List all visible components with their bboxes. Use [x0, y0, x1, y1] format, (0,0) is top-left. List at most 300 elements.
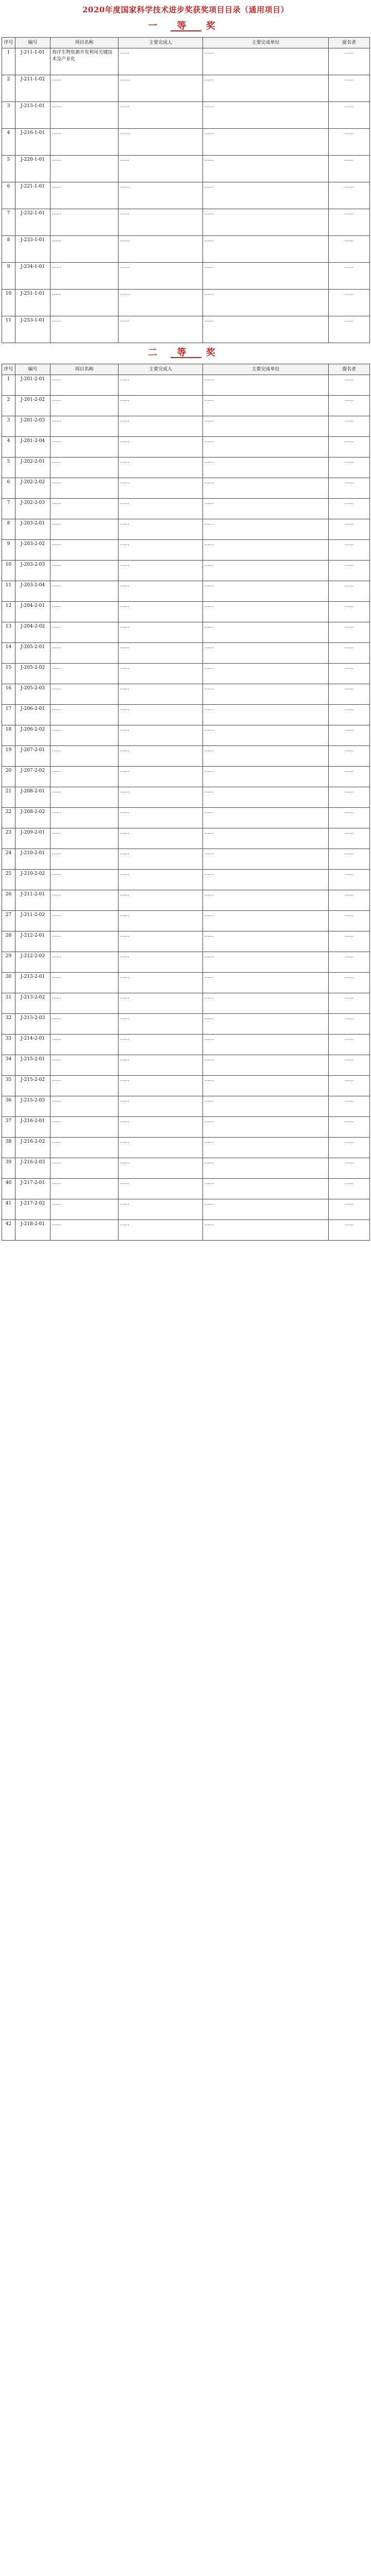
project-name-cell: …… — [50, 911, 119, 931]
main-contributors-cell: …… — [119, 236, 203, 263]
main-contributors-cell: …… — [119, 725, 203, 746]
main-contributors-cell: …… — [119, 209, 203, 236]
main-units-cell: …… — [203, 1138, 329, 1158]
main-contributors-cell: …… — [119, 664, 203, 684]
project-name-cell: …… — [50, 1220, 119, 1241]
nominator-cell: …… — [329, 236, 370, 263]
main-units-cell: …… — [203, 263, 329, 290]
table-row — [2, 808, 370, 828]
column-header-project-name: 项目名称 — [50, 38, 119, 48]
main-contributors-cell: …… — [119, 1117, 203, 1138]
serial-number-cell: 9 — [2, 540, 15, 561]
nominator-cell: …… — [329, 209, 370, 236]
nominator-cell: …… — [329, 437, 370, 457]
table-row — [2, 316, 370, 343]
project-name-cell: …… — [50, 316, 119, 343]
serial-number-cell: 21 — [2, 787, 15, 808]
nominator-cell: …… — [329, 581, 370, 602]
main-units-cell: …… — [203, 519, 329, 540]
nominator-cell: …… — [329, 561, 370, 581]
main-contributors-cell: …… — [119, 828, 203, 849]
nominator-cell: …… — [329, 622, 370, 643]
table-row — [2, 182, 370, 209]
main-contributors-cell: …… — [119, 396, 203, 416]
award-table — [2, 16, 370, 1241]
main-contributors-cell: …… — [119, 849, 203, 870]
serial-number-cell: 18 — [2, 725, 15, 746]
table-row — [2, 561, 370, 581]
project-code-cell: J-214-2-01 — [15, 1035, 50, 1055]
serial-number-cell: 9 — [2, 263, 15, 290]
project-code-cell: J-215-2-03 — [15, 1096, 50, 1117]
nominator-cell: …… — [329, 808, 370, 828]
table-row — [2, 1014, 370, 1035]
main-contributors-cell: …… — [119, 540, 203, 561]
main-contributors-cell: …… — [119, 48, 203, 75]
project-name-cell: …… — [50, 952, 119, 973]
table-row — [2, 1179, 370, 1199]
section-heading-row — [2, 16, 370, 38]
project-code-cell: J-203-2-01 — [15, 519, 50, 540]
serial-number-cell: 13 — [2, 622, 15, 643]
serial-number-cell: 28 — [2, 931, 15, 952]
project-code-cell: J-205-2-02 — [15, 664, 50, 684]
main-units-cell: …… — [203, 102, 329, 129]
serial-number-cell: 1 — [2, 375, 15, 396]
main-contributors-cell: …… — [119, 870, 203, 890]
main-units-cell: …… — [203, 1179, 329, 1199]
table-header-row — [2, 364, 370, 375]
table-row — [2, 911, 370, 931]
project-code-cell: J-210-2-01 — [15, 849, 50, 870]
nominator-cell: …… — [329, 1220, 370, 1241]
serial-number-cell: 11 — [2, 316, 15, 343]
project-code-cell: J-202-2-03 — [15, 499, 50, 519]
project-code-cell: J-206-2-01 — [15, 705, 50, 725]
main-contributors-cell: …… — [119, 581, 203, 602]
nominator-cell: …… — [329, 952, 370, 973]
table-row — [2, 129, 370, 156]
table-row — [2, 416, 370, 437]
main-units-cell: …… — [203, 182, 329, 209]
main-contributors-cell: …… — [119, 1014, 203, 1035]
nominator-cell: …… — [329, 767, 370, 787]
main-contributors-cell: …… — [119, 1199, 203, 1220]
project-code-cell: J-213-1-01 — [15, 102, 50, 129]
main-units-cell: …… — [203, 129, 329, 156]
project-name-cell: …… — [50, 746, 119, 767]
main-contributors-cell: …… — [119, 499, 203, 519]
project-name-cell: …… — [50, 375, 119, 396]
project-code-cell: J-212-2-02 — [15, 952, 50, 973]
serial-number-cell: 24 — [2, 849, 15, 870]
main-contributors-cell: …… — [119, 931, 203, 952]
project-name-cell: …… — [50, 396, 119, 416]
serial-number-cell: 37 — [2, 1117, 15, 1138]
table-row — [2, 478, 370, 499]
table-row — [2, 664, 370, 684]
serial-number-cell: 11 — [2, 581, 15, 602]
serial-number-cell: 7 — [2, 209, 15, 236]
project-code-cell: J-204-2-02 — [15, 622, 50, 643]
serial-number-cell: 8 — [2, 519, 15, 540]
table-row — [2, 209, 370, 236]
main-units-cell: …… — [203, 1158, 329, 1179]
main-contributors-cell: …… — [119, 437, 203, 457]
table-row — [2, 787, 370, 808]
table-row — [2, 396, 370, 416]
table-row — [2, 263, 370, 290]
project-code-cell: J-216-2-01 — [15, 1117, 50, 1138]
project-code-cell: J-216-2-02 — [15, 1138, 50, 1158]
nominator-cell: …… — [329, 993, 370, 1014]
project-code-cell: J-253-1-01 — [15, 316, 50, 343]
main-contributors-cell: …… — [119, 1076, 203, 1096]
nominator-cell: …… — [329, 1076, 370, 1096]
main-units-cell: …… — [203, 1096, 329, 1117]
project-name-cell: …… — [50, 437, 119, 457]
table-row — [2, 1117, 370, 1138]
column-header-nominator: 提名者 — [329, 364, 370, 375]
nominator-cell: …… — [329, 540, 370, 561]
main-units-cell: …… — [203, 375, 329, 396]
section-heading — [2, 16, 370, 38]
project-code-cell: J-201-2-04 — [15, 437, 50, 457]
project-code-cell: J-202-2-02 — [15, 478, 50, 499]
main-units-cell: …… — [203, 787, 329, 808]
nominator-cell: …… — [329, 870, 370, 890]
project-name-cell: …… — [50, 182, 119, 209]
project-code-cell: J-202-2-01 — [15, 457, 50, 478]
main-units-cell: …… — [203, 156, 329, 182]
main-units-cell: …… — [203, 1076, 329, 1096]
project-code-cell: J-203-2-02 — [15, 540, 50, 561]
column-header-serial-number: 序号 — [2, 38, 15, 48]
project-name-cell: …… — [50, 499, 119, 519]
nominator-cell: …… — [329, 263, 370, 290]
table-row — [2, 705, 370, 725]
serial-number-cell: 17 — [2, 705, 15, 725]
serial-number-cell: 16 — [2, 684, 15, 705]
project-code-cell: J-213-2-03 — [15, 1014, 50, 1035]
project-name-cell: …… — [50, 767, 119, 787]
nominator-cell: …… — [329, 1035, 370, 1055]
column-header-project-code: 编号 — [15, 364, 50, 375]
serial-number-cell: 40 — [2, 1179, 15, 1199]
table-row — [2, 437, 370, 457]
main-contributors-cell: …… — [119, 643, 203, 664]
project-name-cell: …… — [50, 870, 119, 890]
table-row — [2, 1199, 370, 1220]
serial-number-cell: 38 — [2, 1138, 15, 1158]
serial-number-cell: 8 — [2, 236, 15, 263]
main-contributors-cell: …… — [119, 129, 203, 156]
project-name-cell: …… — [50, 561, 119, 581]
nominator-cell: …… — [329, 664, 370, 684]
nominator-cell: …… — [329, 684, 370, 705]
table-row — [2, 156, 370, 182]
table-row — [2, 870, 370, 890]
award-table-body — [2, 16, 370, 1241]
nominator-cell: …… — [329, 290, 370, 316]
nominator-cell: …… — [329, 890, 370, 911]
project-code-cell: J-215-2-02 — [15, 1076, 50, 1096]
project-name-cell: …… — [50, 581, 119, 602]
table-row — [2, 457, 370, 478]
nominator-cell: …… — [329, 849, 370, 870]
project-name-cell: …… — [50, 973, 119, 993]
main-units-cell: …… — [203, 1014, 329, 1035]
nominator-cell: …… — [329, 1014, 370, 1035]
column-header-main-contributors: 主要完成人 — [119, 38, 203, 48]
project-name-cell: 海洋生物资源开发利用关键技术及产业化 — [50, 48, 119, 75]
main-units-cell: …… — [203, 684, 329, 705]
serial-number-cell: 7 — [2, 499, 15, 519]
main-units-cell: …… — [203, 1220, 329, 1241]
main-contributors-cell: …… — [119, 519, 203, 540]
main-units-cell: …… — [203, 581, 329, 602]
nominator-cell: …… — [329, 478, 370, 499]
nominator-cell: …… — [329, 746, 370, 767]
main-contributors-cell: …… — [119, 1138, 203, 1158]
main-units-cell: …… — [203, 316, 329, 343]
project-code-cell: J-203-2-03 — [15, 561, 50, 581]
serial-number-cell: 19 — [2, 746, 15, 767]
project-name-cell: …… — [50, 1076, 119, 1096]
project-code-cell: J-216-1-01 — [15, 129, 50, 156]
main-contributors-cell: …… — [119, 182, 203, 209]
main-units-cell: …… — [203, 643, 329, 664]
nominator-cell: …… — [329, 182, 370, 209]
serial-number-cell: 27 — [2, 911, 15, 931]
nominator-cell: …… — [329, 911, 370, 931]
section-heading — [2, 343, 370, 364]
project-name-cell: …… — [50, 263, 119, 290]
table-row — [2, 952, 370, 973]
main-units-cell: …… — [203, 478, 329, 499]
project-name-cell: …… — [50, 540, 119, 561]
main-units-cell: …… — [203, 973, 329, 993]
table-row — [2, 1158, 370, 1179]
column-header-main-units: 主要完成单位 — [203, 38, 329, 48]
serial-number-cell: 42 — [2, 1220, 15, 1241]
nominator-cell: …… — [329, 499, 370, 519]
table-row — [2, 602, 370, 622]
project-code-cell: J-203-2-04 — [15, 581, 50, 602]
project-code-cell: J-234-1-01 — [15, 263, 50, 290]
main-units-cell: …… — [203, 705, 329, 725]
table-row — [2, 973, 370, 993]
section-heading-row — [2, 343, 370, 364]
table-row — [2, 890, 370, 911]
serial-number-cell: 5 — [2, 457, 15, 478]
project-code-cell: J-207-2-01 — [15, 746, 50, 767]
main-contributors-cell: …… — [119, 416, 203, 437]
serial-number-cell: 5 — [2, 156, 15, 182]
table-row — [2, 75, 370, 102]
main-contributors-cell: …… — [119, 561, 203, 581]
project-code-cell: J-215-2-01 — [15, 1055, 50, 1076]
main-units-cell: …… — [203, 48, 329, 75]
table-row — [2, 236, 370, 263]
table-row — [2, 1138, 370, 1158]
project-code-cell: J-211-1-01 — [15, 48, 50, 75]
main-units-cell: …… — [203, 602, 329, 622]
nominator-cell: …… — [329, 416, 370, 437]
main-units-cell: …… — [203, 1035, 329, 1055]
main-units-cell: …… — [203, 457, 329, 478]
project-name-cell: …… — [50, 209, 119, 236]
nominator-cell: …… — [329, 973, 370, 993]
project-name-cell: …… — [50, 684, 119, 705]
main-contributors-cell: …… — [119, 478, 203, 499]
main-units-cell: …… — [203, 931, 329, 952]
serial-number-cell: 15 — [2, 664, 15, 684]
nominator-cell: …… — [329, 396, 370, 416]
main-contributors-cell: …… — [119, 1055, 203, 1076]
nominator-cell: …… — [329, 75, 370, 102]
serial-number-cell: 10 — [2, 561, 15, 581]
serial-number-cell: 3 — [2, 102, 15, 129]
nominator-cell: …… — [329, 643, 370, 664]
project-name-cell: …… — [50, 457, 119, 478]
nominator-cell: …… — [329, 1096, 370, 1117]
project-code-cell: J-212-2-01 — [15, 931, 50, 952]
main-units-cell: …… — [203, 952, 329, 973]
serial-number-cell: 39 — [2, 1158, 15, 1179]
nominator-cell: …… — [329, 1158, 370, 1179]
serial-number-cell: 10 — [2, 290, 15, 316]
serial-number-cell: 14 — [2, 643, 15, 664]
serial-number-cell: 12 — [2, 602, 15, 622]
serial-number-cell: 3 — [2, 416, 15, 437]
project-code-cell: J-210-2-02 — [15, 870, 50, 890]
nominator-cell: …… — [329, 1117, 370, 1138]
nominator-cell: …… — [329, 1179, 370, 1199]
project-name-cell: …… — [50, 1179, 119, 1199]
project-name-cell: …… — [50, 75, 119, 102]
nominator-cell: …… — [329, 705, 370, 725]
serial-number-cell: 30 — [2, 973, 15, 993]
project-name-cell: …… — [50, 787, 119, 808]
main-units-cell: …… — [203, 1055, 329, 1076]
main-units-cell: …… — [203, 290, 329, 316]
main-units-cell: …… — [203, 664, 329, 684]
table-row — [2, 828, 370, 849]
table-row — [2, 499, 370, 519]
project-name-cell: …… — [50, 1199, 119, 1220]
main-contributors-cell: …… — [119, 808, 203, 828]
section-label: 二 等 奖 — [148, 347, 224, 358]
project-name-cell: …… — [50, 1117, 119, 1138]
project-code-cell: J-218-2-01 — [15, 1220, 50, 1241]
main-contributors-cell: …… — [119, 1220, 203, 1241]
project-name-cell: …… — [50, 643, 119, 664]
main-contributors-cell: …… — [119, 1158, 203, 1179]
main-contributors-cell: …… — [119, 156, 203, 182]
table-row — [2, 540, 370, 561]
nominator-cell: …… — [329, 602, 370, 622]
project-code-cell: J-208-2-01 — [15, 787, 50, 808]
nominator-cell: …… — [329, 156, 370, 182]
main-units-cell: …… — [203, 622, 329, 643]
main-contributors-cell: …… — [119, 102, 203, 129]
nominator-cell: …… — [329, 375, 370, 396]
serial-number-cell: 6 — [2, 182, 15, 209]
main-contributors-cell: …… — [119, 316, 203, 343]
serial-number-cell: 25 — [2, 870, 15, 890]
project-name-cell: …… — [50, 416, 119, 437]
main-contributors-cell: …… — [119, 890, 203, 911]
main-contributors-cell: …… — [119, 787, 203, 808]
table-row — [2, 849, 370, 870]
project-code-cell: J-201-2-03 — [15, 416, 50, 437]
column-header-project-code: 编号 — [15, 38, 50, 48]
table-row — [2, 102, 370, 129]
main-units-cell: …… — [203, 561, 329, 581]
project-name-cell: …… — [50, 725, 119, 746]
project-code-cell: J-211-2-01 — [15, 890, 50, 911]
main-units-cell: …… — [203, 499, 329, 519]
serial-number-cell: 2 — [2, 75, 15, 102]
main-units-cell: …… — [203, 725, 329, 746]
project-name-cell: …… — [50, 1158, 119, 1179]
project-name-cell: …… — [50, 1055, 119, 1076]
project-name-cell: …… — [50, 236, 119, 263]
project-code-cell: J-251-1-01 — [15, 290, 50, 316]
main-contributors-cell: …… — [119, 1096, 203, 1117]
nominator-cell: …… — [329, 725, 370, 746]
project-code-cell: J-220-1-01 — [15, 156, 50, 182]
document-title: 2020年度国家科学技术进步奖获奖项目目录（通用项目） — [82, 5, 289, 14]
column-header-main-contributors: 主要完成人 — [119, 364, 203, 375]
main-units-cell: …… — [203, 828, 329, 849]
project-code-cell: J-211-2-02 — [15, 911, 50, 931]
nominator-cell: …… — [329, 1199, 370, 1220]
main-units-cell: …… — [203, 437, 329, 457]
serial-number-cell: 33 — [2, 1035, 15, 1055]
project-code-cell: J-204-2-01 — [15, 602, 50, 622]
column-header-serial-number: 序号 — [2, 364, 15, 375]
nominator-cell: …… — [329, 519, 370, 540]
project-name-cell: …… — [50, 993, 119, 1014]
project-name-cell: …… — [50, 622, 119, 643]
project-code-cell: J-201-2-01 — [15, 375, 50, 396]
main-contributors-cell: …… — [119, 457, 203, 478]
project-name-cell: …… — [50, 1138, 119, 1158]
serial-number-cell: 6 — [2, 478, 15, 499]
serial-number-cell: 36 — [2, 1096, 15, 1117]
table-row — [2, 519, 370, 540]
project-code-cell: J-217-2-01 — [15, 1179, 50, 1199]
column-header-project-name: 项目名称 — [50, 364, 119, 375]
main-units-cell: …… — [203, 911, 329, 931]
serial-number-cell: 26 — [2, 890, 15, 911]
table-row — [2, 993, 370, 1014]
table-row — [2, 767, 370, 787]
project-name-cell: …… — [50, 156, 119, 182]
serial-number-cell: 29 — [2, 952, 15, 973]
main-units-cell: …… — [203, 890, 329, 911]
nominator-cell: …… — [329, 48, 370, 75]
main-contributors-cell: …… — [119, 684, 203, 705]
main-contributors-cell: …… — [119, 952, 203, 973]
table-row — [2, 746, 370, 767]
table-row — [2, 684, 370, 705]
serial-number-cell: 2 — [2, 396, 15, 416]
project-name-cell: …… — [50, 849, 119, 870]
nominator-cell: …… — [329, 828, 370, 849]
